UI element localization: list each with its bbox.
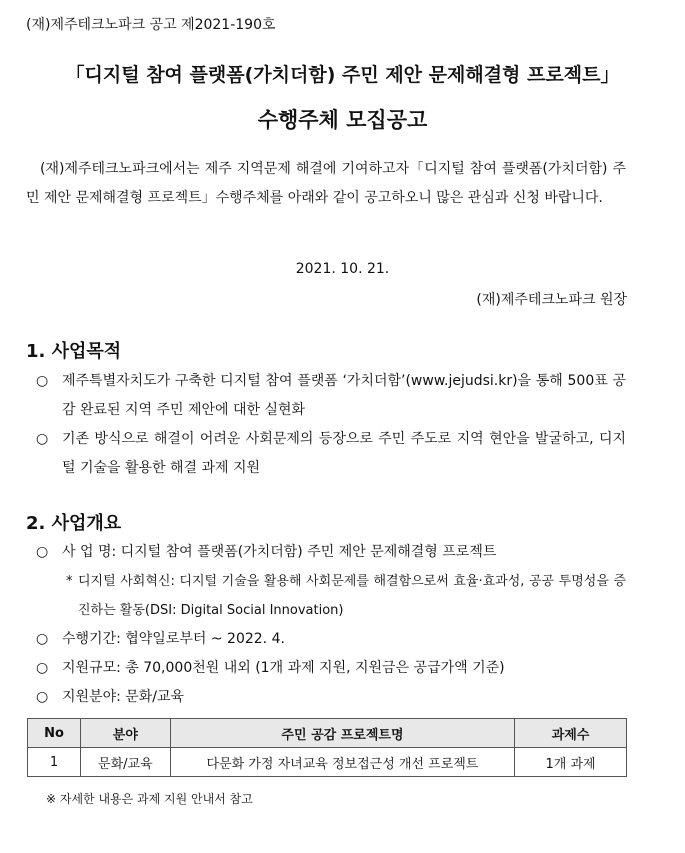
list-item — [36, 683, 626, 712]
cell-project-name: 다문화 가정 자녀교육 정보접근성 개선 프로젝트 — [170, 748, 514, 777]
notice-date: 2021. 10. 21. — [295, 261, 390, 277]
table-header-row — [28, 719, 627, 748]
bullet-circle-icon: ○ — [36, 373, 49, 389]
column-header-project-name: 주민 공감 프로젝트명 — [170, 719, 514, 748]
sub-note-text: 디지털 사회혁신: 디지털 기술을 활용해 사회문제를 해결함으로써 효율·효과성, 공공 투명성을 증진하는 활동(DSI: Digital Social Innovation) — [78, 574, 626, 618]
section-heading-purpose: 1. 사업목적 — [26, 341, 122, 362]
cell-count: 1개 과제 — [515, 748, 627, 777]
list-item — [36, 367, 626, 425]
bullet-circle-icon: ○ — [36, 631, 49, 647]
list-item — [36, 654, 626, 683]
issuer-name: (재)제주테크노파크 원장 — [476, 292, 627, 308]
notice-number: (재)제주테크노파크 공고 제2021-190호 — [26, 17, 276, 33]
document-subtitle: 수행주체 모집공고 — [257, 108, 428, 132]
bullet-circle-icon: ○ — [36, 431, 49, 447]
list-item-text: 수행기간: 협약일로부터 ~ 2022. 4. — [62, 631, 285, 647]
bullet-circle-icon: ○ — [36, 660, 49, 676]
list-item — [36, 538, 626, 567]
list-item-text: 지원규모: 총 70,000천원 내외 (1개 과제 지원, 지원금은 공급가액 기준) — [62, 660, 505, 676]
list-item-text: 사 업 명: 디지털 참여 플랫폼(가치더함) 주민 제안 문제해결형 프로젝트 — [62, 544, 497, 560]
bullet-circle-icon: ○ — [36, 689, 49, 705]
document-title: 「디지털 참여 플랫폼(가치더함) 주민 제안 문제해결형 프로젝트」 — [65, 64, 620, 86]
list-item — [36, 625, 626, 654]
list-item-text: 기존 방식으로 해결이 어려운 사회문제의 등장으로 주민 주도로 지역 현안을 발굴하고, 디지털 기술을 활용한 해결 과제 지원 — [62, 431, 626, 476]
list-item-text: 제주특별자치도가 구축한 디지털 참여 플랫폼 ‘가치더함’(www.jejudsi.kr)을 통해 500표 공감 완료된 지역 주민 제안에 대한 실현화 — [62, 373, 626, 418]
cell-field: 문화/교육 — [80, 748, 170, 777]
column-header-field: 분야 — [80, 719, 170, 748]
column-header-no: No — [28, 719, 81, 748]
list-item-text: 지원분야: 문화/교육 — [62, 689, 185, 705]
asterisk-icon: * — [66, 574, 73, 589]
intro-paragraph: (재)제주테크노파크에서는 제주 지역문제 해결에 기여하고자「디지털 참여 플랫폼(가치더함) 주민 제안 문제해결형 프로젝트」수행주체를 아래와 같이 공고하오니 많은 관심과 신청 바랍니다. — [26, 161, 626, 206]
footnote: ※ 자세한 내용은 과제 지원 안내서 참고 — [46, 792, 253, 806]
cell-no: 1 — [28, 748, 81, 777]
list-item — [36, 425, 626, 483]
bullet-circle-icon: ○ — [36, 544, 49, 560]
sub-note — [66, 567, 626, 625]
section-heading-overview: 2. 사업개요 — [26, 513, 122, 534]
table-row — [28, 748, 627, 777]
column-header-count: 과제수 — [515, 719, 627, 748]
project-table — [27, 718, 627, 777]
